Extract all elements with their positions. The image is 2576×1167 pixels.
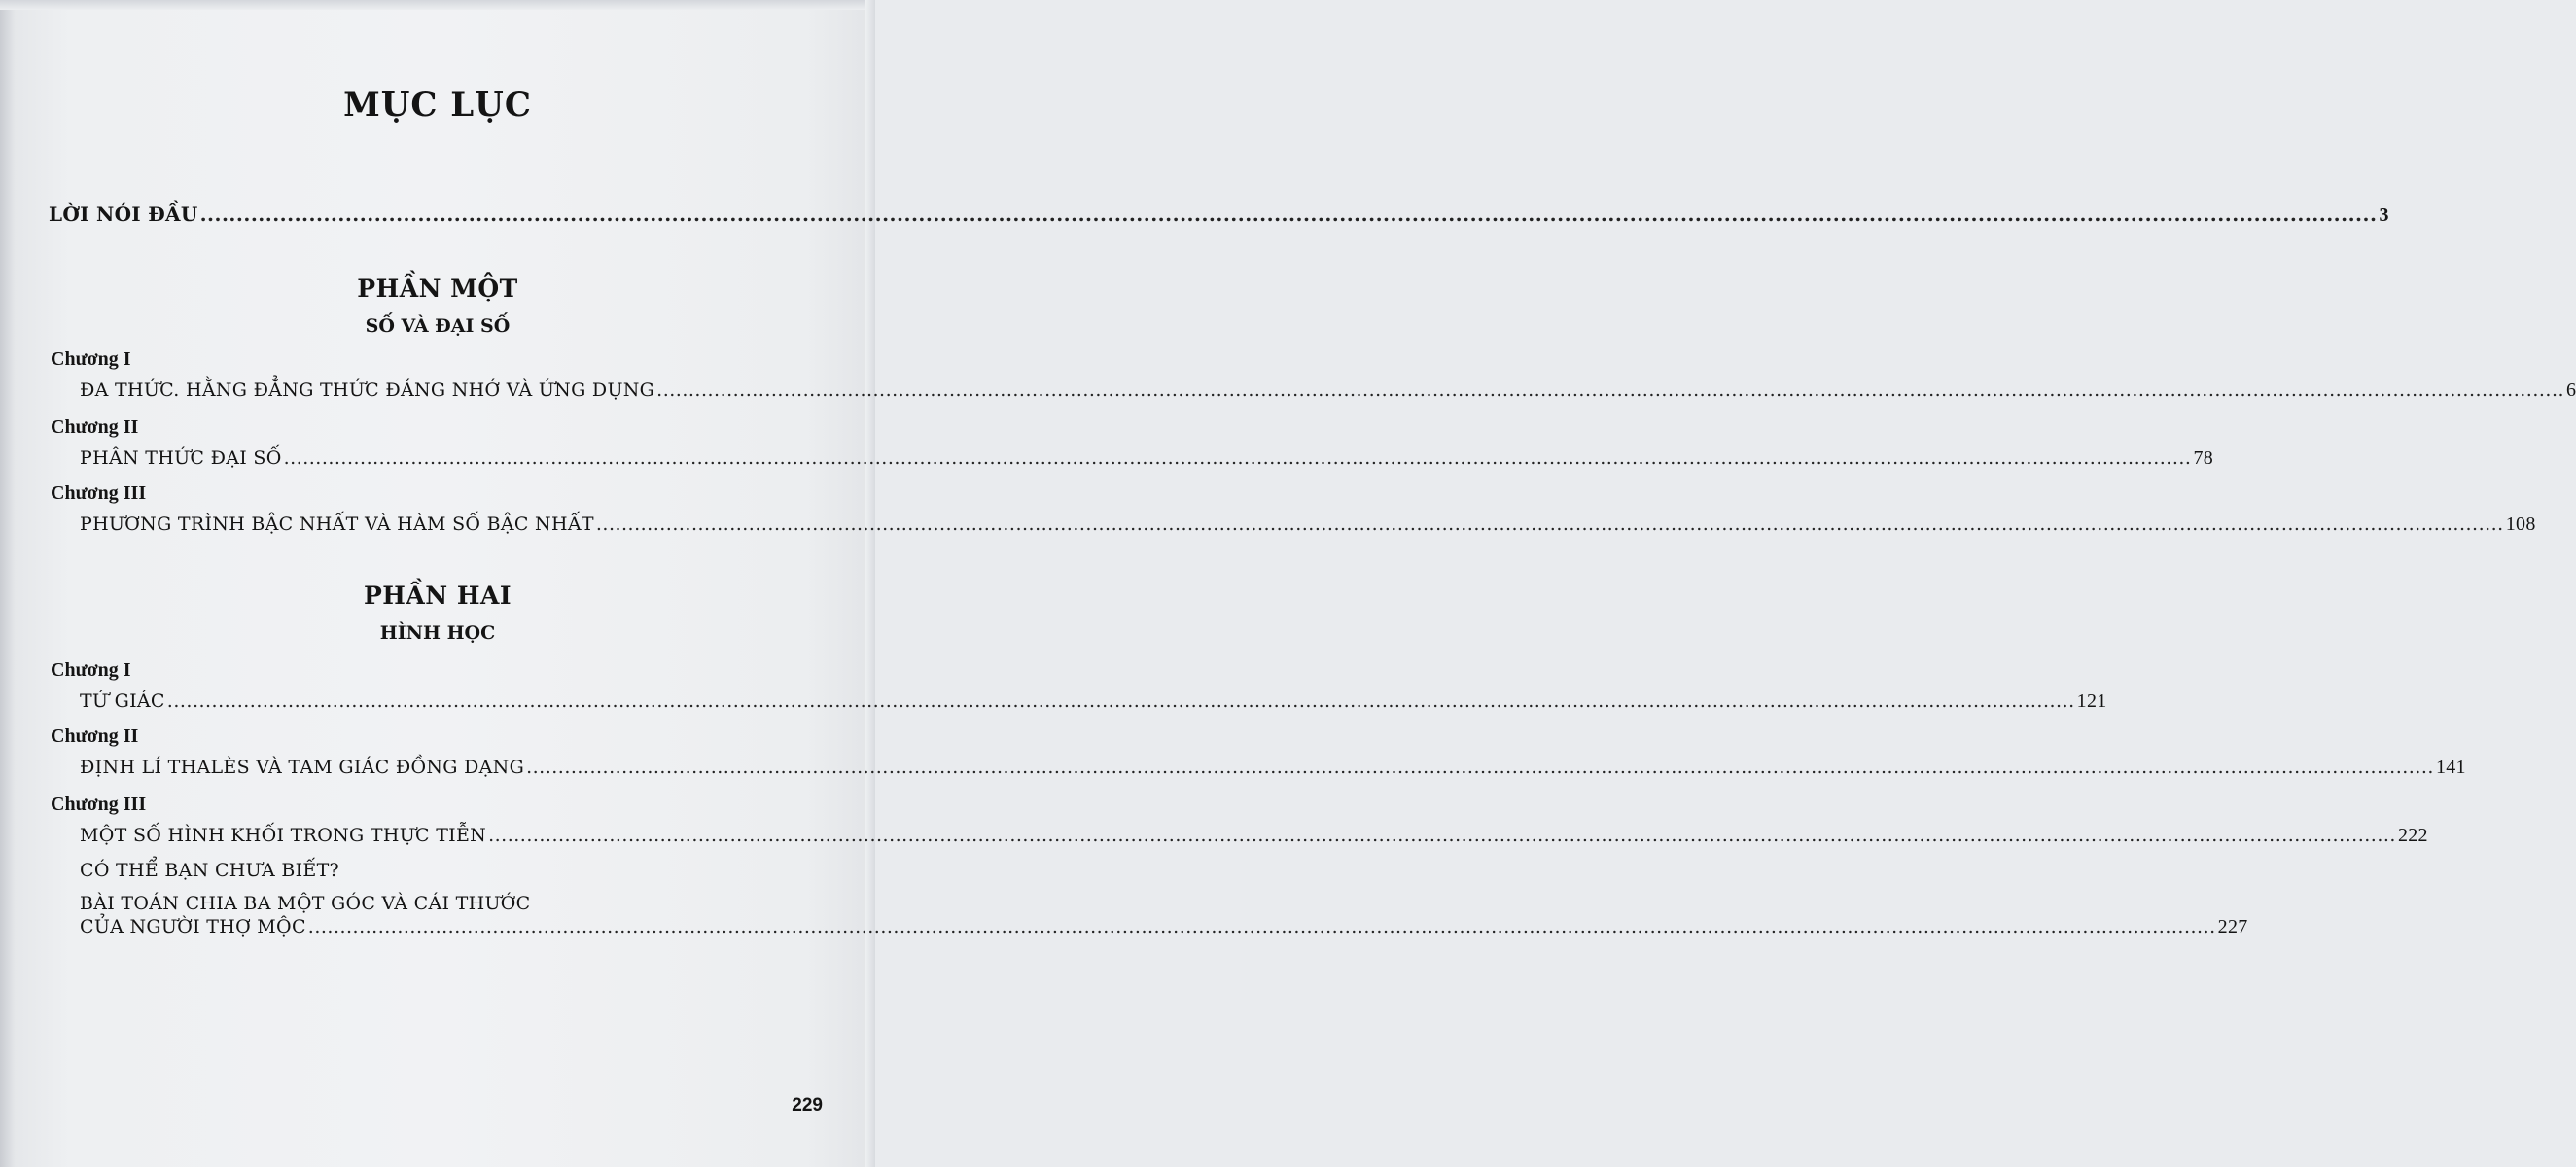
entry-page: 121	[2076, 690, 2107, 712]
dot-leader: ............................................................................................................................................................................................................................................................................................................	[595, 513, 2504, 535]
entry-title: PHÂN THỨC ĐẠI SỐ	[80, 447, 282, 469]
dot-leader: ............................................................................................................................................................................................................................................................................................................	[307, 916, 2216, 937]
entry-page: 3	[2379, 204, 2389, 226]
part-two-subtitle: HÌNH HỌC	[379, 622, 496, 644]
toc-entry-preface[interactable]	[49, 202, 2389, 227]
toc-entry[interactable]	[80, 513, 2536, 536]
toc-entry[interactable]	[80, 379, 2576, 402]
toc-entry[interactable]	[80, 690, 2107, 713]
chapter-label: Chương II	[51, 725, 139, 747]
entry-title: PHƯƠNG TRÌNH BẬC NHẤT VÀ HÀM SỐ BẬC NHẤT	[80, 513, 594, 535]
extra-heading[interactable]: CÓ THỂ BẠN CHƯA BIẾT?	[80, 860, 340, 881]
chapter-label: Chương I	[51, 659, 131, 681]
part-one-subtitle: SỐ VÀ ĐẠI SỐ	[365, 315, 511, 336]
dot-leader: ............................................................................................................................................................................................................................................................................................................	[488, 825, 2396, 846]
entry-page: 141	[2435, 757, 2466, 778]
chapter-label: Chương II	[51, 416, 139, 438]
dot-leader: ............................................................................................................................................................................................................................................................................................................	[656, 379, 2565, 401]
entry-page: 222	[2397, 825, 2428, 846]
dot-leader: ............................................................................................................................................................................................................................................................................................................	[283, 447, 2192, 469]
entry-page: 108	[2505, 513, 2536, 535]
entry-title: TỨ GIÁC	[80, 690, 165, 712]
chapter-label: Chương III	[51, 482, 147, 504]
dot-leader: ............................................................................................................................................................................................................................................................................................................	[166, 690, 2075, 712]
toc-entry[interactable]	[80, 757, 2466, 779]
part-one-title: PHẦN MỘT	[357, 274, 518, 302]
entry-page: 78	[2193, 447, 2214, 469]
page-number: 229	[792, 1095, 823, 1115]
entry-page: 6	[2566, 379, 2576, 401]
entry-title: MỘT SỐ HÌNH KHỐI TRONG THỰC TIỄN	[80, 825, 487, 846]
part-two-title: PHẦN HAI	[363, 582, 512, 610]
entry-title: ĐA THỨC. HẰNG ĐẲNG THỨC ĐÁNG NHỚ VÀ ỨNG DỤNG	[80, 379, 655, 401]
chapter-label: Chương III	[51, 794, 147, 815]
toc-title: MỤC LỤC	[343, 86, 532, 124]
dot-leader: ............................................................................................................................................................................................................................................................................................................	[199, 202, 2378, 226]
entry-title: ĐỊNH LÍ THALÈS VÀ TAM GIÁC ĐỒNG DẠNG	[80, 757, 525, 778]
page-edge-top	[0, 0, 875, 10]
entry-page: 227	[2217, 916, 2248, 937]
entry-label: LỜI NÓI ĐẦU	[49, 202, 198, 226]
toc-entry[interactable]	[80, 916, 2248, 938]
extra-entry-line[interactable]: BÀI TOÁN CHIA BA MỘT GÓC VÀ CÁI THƯỚC	[80, 893, 531, 914]
toc-entry[interactable]	[80, 825, 2428, 847]
dot-leader: ............................................................................................................................................................................................................................................................................................................	[526, 757, 2434, 778]
entry-title: CỦA NGƯỜI THỢ MỘC	[80, 916, 306, 937]
chapter-label: Chương I	[51, 348, 131, 370]
toc-entry[interactable]	[80, 447, 2214, 470]
